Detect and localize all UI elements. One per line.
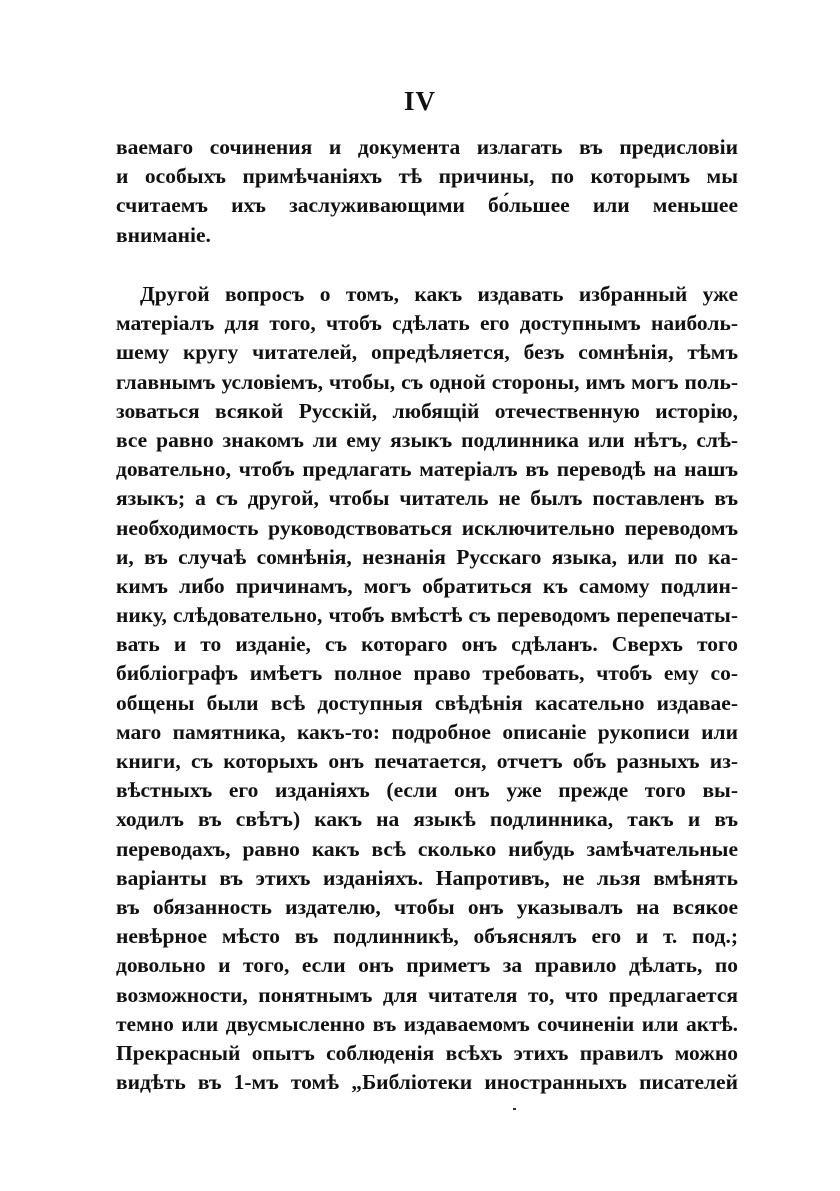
text-line: ваемаго сочинения и документа излагать въ предисловіи	[116, 135, 738, 159]
page-number: IV	[403, 86, 436, 116]
text-line: темно или двусмысленно въ издаваемомъ сочиненіи или актѣ.	[116, 1011, 738, 1036]
text-line: нику, слѣдовательно, чтобъ вмѣстѣ съ переводомъ перепечаты-	[116, 603, 738, 628]
text-line: вниманіе.	[116, 222, 211, 247]
text-line: необходимость руководствоваться исключительно переводомъ	[116, 515, 738, 540]
ink-speck	[513, 1108, 516, 1110]
text-line: возможности, понятнымъ для читателя то, что предлагается	[116, 982, 738, 1007]
text-line: все равно знакомъ ли ему языкъ подлинника или нѣтъ, слѣ-	[116, 427, 738, 452]
text-line: Прекрасный опытъ соблюденія всѣхъ этихъ правилъ можно	[116, 1040, 738, 1065]
text-line: довательно, чтобъ предлагать матеріалъ въ переводѣ на нашъ	[116, 457, 738, 482]
text-line: считаемъ ихъ заслуживающими бо́льшее или меньшее	[116, 193, 738, 218]
text-line: и, въ случаѣ сомнѣнія, незнанія Русскаго языка, или по ка-	[116, 544, 738, 569]
paragraph-main	[116, 280, 738, 1097]
text-line: Другой вопросъ о томъ, какъ издавать избранный уже	[140, 282, 738, 306]
text-line: книги, съ которыхъ онъ печатается, отчетъ объ разныхъ из-	[116, 749, 738, 773]
text-line: зоваться всякой Русскій, любящій отечественную исторію,	[116, 398, 738, 423]
text-line: вать и то изданіе, съ котораго онъ сдѣланъ. Сверхъ того	[116, 632, 738, 657]
text-line: общены были всѣ доступныя свѣдѣнія касательно издавае-	[116, 690, 738, 715]
text-line: и особыхъ примѣчаніяхъ тѣ причины, по которымъ мы	[116, 164, 738, 189]
text-line: ходилъ въ свѣтъ) какъ на языкѣ подлинника, такъ и въ	[116, 807, 738, 832]
text-line: варіанты въ этихъ изданіяхъ. Напротивъ, не льзя вмѣнять	[116, 865, 738, 890]
text-line: языкъ; а съ другой, чтобы читатель не былъ поставленъ въ	[116, 486, 738, 511]
text-line: въ обязанность издателю, чтобы онъ указывалъ на всякое	[116, 894, 738, 919]
text-line: переводахъ, равно какъ всѣ сколько нибудь замѣчательные	[116, 836, 738, 861]
text-line: вѣстныхъ его изданіяхъ (если онъ уже прежде того вы-	[116, 778, 738, 803]
paragraph-continuation	[116, 133, 738, 250]
text-line: матеріалъ для того, чтобъ сдѣлать его доступнымъ наиболь-	[116, 311, 738, 336]
text-line: библіографъ имѣетъ полное право требовать, чтобъ ему со-	[116, 661, 738, 686]
text-line: довольно и того, если онъ приметъ за правило дѣлать, по	[116, 953, 738, 978]
text-line: кимъ либо причинамъ, могъ обратиться къ самому подлин-	[116, 573, 738, 598]
text-line: невѣрное мѣсто въ подлинникѣ, объяснялъ его и т. под.;	[116, 924, 738, 949]
text-line: шему кругу читателей, опредѣляется, безъ сомнѣнія, тѣмъ	[116, 340, 738, 365]
text-line: главнымъ условіемъ, чтобы, съ одной стороны, имъ могъ поль-	[116, 369, 738, 394]
text-line: маго памятника, какъ-то: подробное описаніе рукописи или	[116, 719, 738, 744]
text-line: видѣть въ 1-мъ томѣ „Библіотеки иностранныхъ писателей	[116, 1070, 738, 1095]
